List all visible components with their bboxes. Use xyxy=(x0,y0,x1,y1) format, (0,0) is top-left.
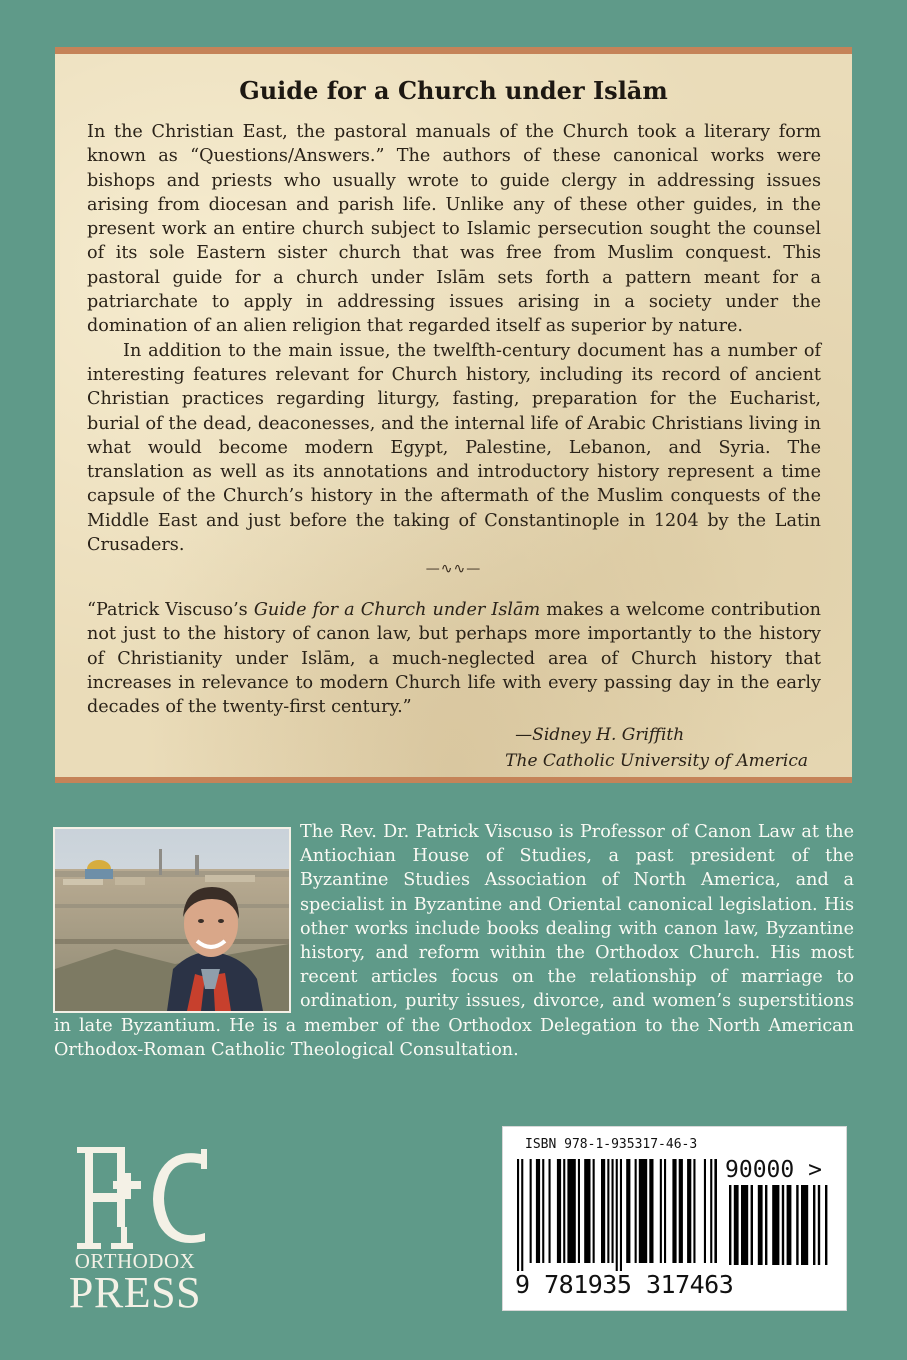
barcode-bar xyxy=(679,1159,683,1263)
barcode-bar xyxy=(765,1185,767,1265)
barcode-bar xyxy=(813,1185,815,1265)
barcode-bar xyxy=(549,1159,551,1263)
price-code: 90000 > xyxy=(725,1157,822,1183)
quote-lead: “Patrick Viscuso’s xyxy=(87,600,254,620)
publisher-logo xyxy=(55,1143,215,1317)
barcode-bar xyxy=(584,1159,590,1263)
barcode-bar xyxy=(563,1159,565,1263)
barcode-bar xyxy=(536,1159,540,1263)
barcode-bar xyxy=(741,1185,748,1265)
quote-affiliation: The Catholic University of America xyxy=(505,751,808,771)
description-paragraph-2: In addition to the main issue, the twelfth-century document has a number of interesting features relevant for Church history, including its record of ancient Christian practices regarding liturgy, fasting, preparation for the Eucharist, burial of the dead, deaconesses, and the internal life of Arabic Christians living in what would become modern Egypt, Palestine, Lebanon, and Syria. The translation as well as its annotations and introductory history represent a time capsule of the Church’s history in the aftermath of the Muslim conquests of the Middle East and just before the taking of Constantinople in 1204 by the Latin Crusaders. xyxy=(87,340,821,556)
barcode-bar xyxy=(612,1159,614,1263)
barcode-bar xyxy=(517,1159,519,1271)
ornament-divider: —∿∿— xyxy=(425,561,482,577)
barcode-bar xyxy=(660,1159,662,1263)
quote-author: —Sidney H. Griffith xyxy=(515,725,685,745)
barcode-bar xyxy=(542,1159,544,1263)
barcode-bar xyxy=(672,1159,676,1263)
barcode-bar xyxy=(635,1159,637,1263)
barcode-bar xyxy=(687,1159,691,1263)
quote-body: makes a welcome contribution not just to the history of canon law, but perhaps more importantly to the history of Christianity under Islām, a much-neglected area of Church history that increases in relevance to modern Church life with every passing day in the early decades of the twenty-first century.” xyxy=(87,600,822,718)
barcode-bar xyxy=(772,1185,779,1265)
barcode-bar xyxy=(649,1159,653,1263)
barcode-bar xyxy=(601,1159,605,1263)
barcode-bar xyxy=(751,1185,753,1265)
barcode-bar xyxy=(729,1185,731,1265)
barcode-bar xyxy=(578,1159,580,1263)
author-bio-text: The Rev. Dr. Patrick Viscuso is Professor of Canon Law at the Antiochian House of Studies, a past president of the Byzantine Studies Association of North America, and a specialist in Byzantine and Oriental canonical legislation. His other works include books dealing with canon law, Byzantine history, and reform within the Orthodox Church. His most recent articles focus on the relationship of marriage to ordination, purity issues, divorce, and women’s superstitions in late Byzantium. He is a member of the Orthodox Delegation to the North American Orthodox-Roman Catholic Theological Consultation. xyxy=(54,822,854,1060)
ean13-bars xyxy=(517,1159,717,1271)
barcode-bar xyxy=(818,1185,820,1265)
book-title: Guide for a Church under Islām xyxy=(239,76,668,105)
description-text xyxy=(87,120,821,557)
barcode-bar xyxy=(616,1159,618,1271)
description-paragraph-1: In the Christian East, the pastoral manuals of the Church took a literary form known as “Questions/Answers.” The authors of these canonical works were bishops and priests who usually wrote to guide clergy in addressing issues arising from diocesan and parish life. Unlike any of these other guides, in the present work an entire church subject to Islamic persecution sought the counsel of its sole Eastern sister church that was free from Muslim conquest. This pastoral guide for a church under Islām sets forth a pattern meant for a patriarchate to apply in addressing issues arising in a society under the domination of an alien religion that regarded itself as superior by nature. xyxy=(87,122,821,337)
barcode-bar xyxy=(796,1185,798,1265)
addon-bars xyxy=(729,1185,833,1295)
photo-wrap-space xyxy=(54,820,300,1012)
barcode-bar xyxy=(758,1185,763,1265)
barcode-bar xyxy=(521,1159,523,1271)
barcode-bar xyxy=(557,1159,561,1263)
barcode-bar xyxy=(734,1185,739,1265)
barcode-bar xyxy=(714,1159,717,1263)
quote-attribution xyxy=(505,722,808,774)
publisher-name-line2: PRESS xyxy=(68,1268,202,1317)
barcode-bar xyxy=(530,1159,532,1263)
barcode-bar xyxy=(620,1159,622,1271)
barcode-bar xyxy=(639,1159,647,1263)
barcode-bar xyxy=(607,1159,609,1263)
quote-book-title: Guide for a Church under Islām xyxy=(253,600,541,620)
endorsement-quote xyxy=(87,598,821,719)
barcode-bar xyxy=(825,1185,827,1265)
isbn-barcode xyxy=(502,1126,847,1311)
barcode-bar xyxy=(801,1185,808,1265)
barcode-bar xyxy=(693,1159,695,1263)
author-bio xyxy=(54,820,854,1062)
barcode-bar xyxy=(626,1159,630,1263)
description-panel xyxy=(55,47,852,783)
barcode-bar xyxy=(567,1159,575,1263)
barcode-bar xyxy=(710,1159,712,1263)
barcode-bar xyxy=(704,1159,706,1263)
publisher-name-line1: ORTHODOX xyxy=(74,1249,196,1273)
barcode-bar xyxy=(593,1159,595,1263)
isbn-label: ISBN 978-1-935317-46-3 xyxy=(525,1137,698,1152)
hc-monogram-icon xyxy=(55,1143,215,1253)
barcode-bar xyxy=(664,1159,666,1263)
barcode-digits: 9 781935 317463 xyxy=(515,1270,734,1299)
barcode-bar xyxy=(787,1185,792,1265)
barcode-bar xyxy=(782,1185,784,1265)
